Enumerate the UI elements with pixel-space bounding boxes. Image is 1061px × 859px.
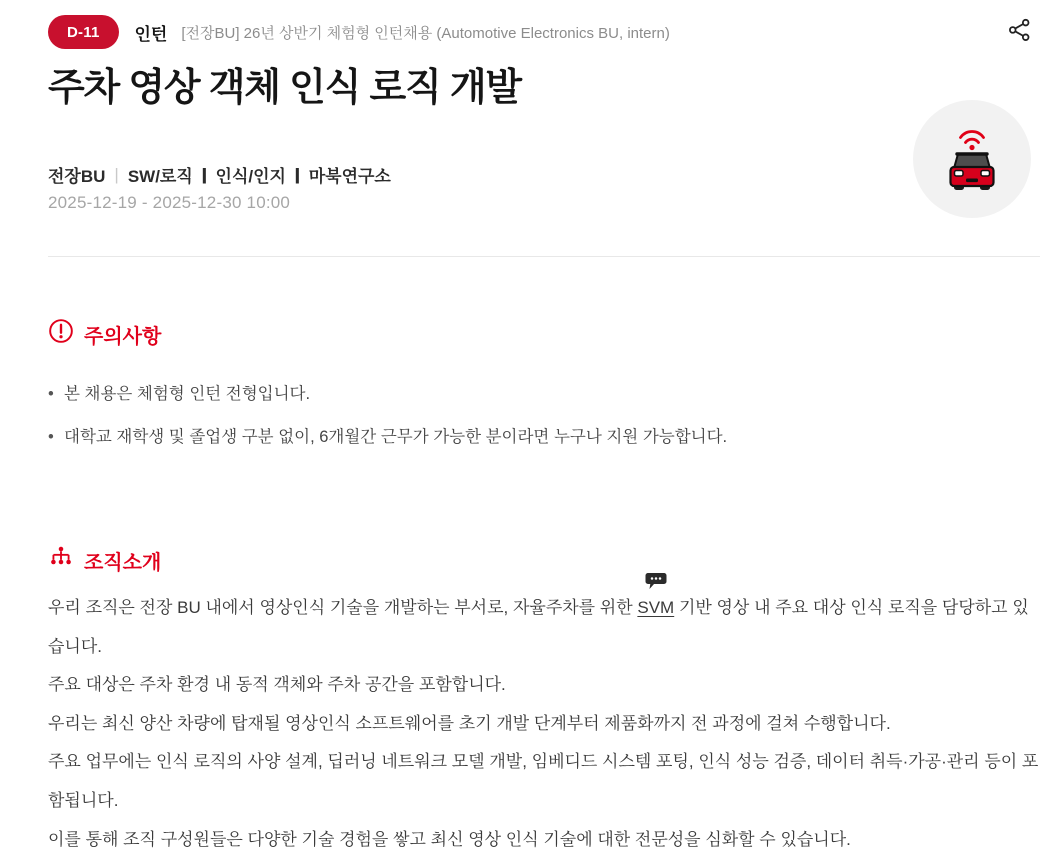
bullet-icon: • <box>48 428 54 446</box>
dday-badge: D-11 <box>48 15 119 49</box>
notice-title: 주의사항 <box>84 325 162 348</box>
tag-location: 마북연구소 <box>308 167 391 186</box>
organization-title: 조직소개 <box>84 551 162 574</box>
share-button[interactable] <box>1004 15 1035 49</box>
org-paragraph: 주요 대상은 주차 환경 내 동적 객체와 주차 공간을 포함합니다. <box>48 675 506 695</box>
org-chart-icon <box>48 544 74 576</box>
list-item <box>48 382 1021 406</box>
notice-section <box>48 318 1021 449</box>
tag-recognition: 인식/인지 <box>215 167 286 186</box>
bullet-icon: • <box>48 385 54 403</box>
notice-text: 본 채용은 체험형 인턴 전형입니다. <box>64 385 311 403</box>
org-paragraph: 이를 통해 조직 구성원들은 다양한 기술 경험을 쌓고 최신 영상 인식 기술에 대한 전문성을 심화할 수 있습니다. <box>48 829 851 849</box>
warning-circle-icon <box>48 318 74 350</box>
meta-divider: | <box>114 164 119 184</box>
meta-divider: | <box>294 164 301 184</box>
notice-text: 대학교 재학생 및 졸업생 구분 없이, 6개월간 근무가 가능한 분이라면 누구나 지원 가능합니다. <box>64 428 728 446</box>
notice-list <box>48 382 1021 449</box>
org-paragraph: 주요 업무에는 인식 로직의 사양 설계, 딥러닝 네트워크 모델 개발, 임베디드 시스템 포팅, 인식 성능 검증, 데이터 취득·가공·관리 등이 포함됩니다. <box>48 752 1039 810</box>
share-icon <box>1006 17 1033 47</box>
posting-subtitle: [전장BU] 26년 상반기 체험형 인턴채용 (Automotive Electronics BU, intern) <box>181 24 670 42</box>
svm-term-link[interactable] <box>637 589 674 628</box>
org-paragraph <box>48 589 1045 666</box>
organization-heading <box>48 544 1045 576</box>
org-intro-before: 우리 조직은 전장 BU 내에서 영상인식 기술을 개발하는 부서로, 자율주차를 위한 <box>48 598 638 617</box>
tooltip-bubble-icon[interactable] <box>645 572 667 589</box>
posting-header <box>48 14 1035 50</box>
connected-car-icon <box>913 100 1031 218</box>
list-item <box>48 425 1021 449</box>
svm-term-label: SVM <box>637 598 675 617</box>
notice-heading <box>48 318 1021 350</box>
category-label: 인턴 <box>134 24 168 44</box>
section-divider <box>48 256 1040 257</box>
organization-section <box>48 544 1045 859</box>
org-intro-after: 기반 영상 내 주요 대상 인식 로직을 담당하고 있습니다. <box>48 598 1029 656</box>
page-title: 주차 영상 객체 인식 로직 개발 <box>48 67 521 109</box>
department-label: 전장BU <box>48 167 106 186</box>
organization-description <box>48 589 1045 859</box>
meta-divider: | <box>200 164 208 184</box>
job-meta <box>48 162 391 187</box>
org-paragraph: 우리는 최신 양산 차량에 탑재될 영상인식 소프트웨어를 초기 개발 단계부터 제품화까지 전 과정에 걸쳐 수행합니다. <box>48 713 891 733</box>
tag-sw-logic: SW/로직 <box>127 167 193 186</box>
application-period: 2025-12-19 - 2025-12-30 10:00 <box>48 193 291 212</box>
